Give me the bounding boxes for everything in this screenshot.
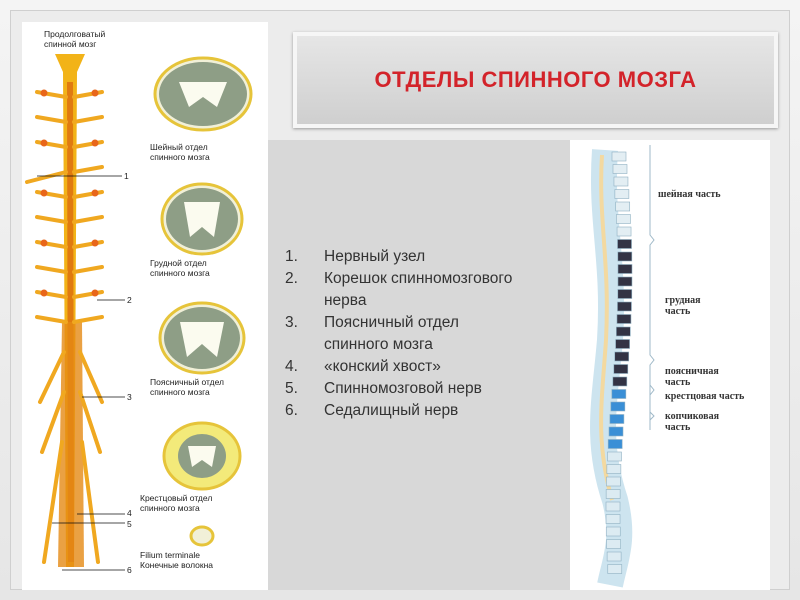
label-sacral: Крестцовый отдел спинного мозга — [140, 493, 213, 513]
label-lumbar: Поясничный отдел спинного мозга — [150, 377, 224, 397]
vertebra — [611, 402, 625, 411]
slide-title: ОТДЕЛЫ СПИННОГО МОЗГА — [374, 67, 697, 92]
marker-3: 3 — [127, 392, 132, 402]
vertebra — [616, 327, 630, 336]
marker-2: 2 — [127, 295, 132, 305]
vertebral-column-illustration — [570, 140, 770, 590]
vertebra — [606, 527, 620, 536]
label-sacral-part: крестцовая часть — [665, 391, 745, 402]
vertebra — [614, 177, 628, 186]
vertebra — [618, 265, 632, 274]
vertebra — [616, 340, 630, 349]
list-item: 5. Спинномозговой нерв — [285, 380, 482, 397]
vertebra — [606, 502, 620, 511]
label-thoracic: Грудной отдел спинного мозга — [150, 258, 210, 278]
vertebra — [617, 315, 631, 324]
vertebra — [607, 552, 621, 561]
label-medulla: Продолговатый спинной мозг — [44, 29, 106, 49]
marker-6: 6 — [127, 565, 132, 575]
list-item: 3. Поясничный отдел спинного мозга — [285, 314, 459, 353]
vertebra — [606, 490, 620, 499]
list-item: 6. Седалищный нерв — [285, 402, 459, 419]
label-lumbar-part: поясничная часть — [665, 366, 719, 388]
label-filum: Filium terminale Конечные волокна — [140, 550, 214, 570]
label-coccygeal-part: копчиковая часть — [665, 411, 719, 433]
vertebra — [613, 377, 627, 386]
vertebra — [618, 252, 632, 261]
vertebra — [608, 565, 622, 574]
vertebra — [617, 302, 631, 311]
vertebra — [615, 352, 629, 361]
vertebra — [617, 227, 631, 236]
label-cervical: Шейный отдел спинного мозга — [150, 142, 210, 162]
vertebra — [616, 215, 630, 224]
vertebra — [618, 290, 632, 299]
list-item: 1. Нервный узел — [285, 248, 426, 265]
vertebra — [618, 240, 632, 249]
vertebra — [608, 440, 622, 449]
title-box — [293, 32, 778, 128]
marker-5: 5 — [127, 519, 132, 529]
vertebra — [609, 427, 623, 436]
list-item: 4. «конский хвост» — [285, 358, 441, 375]
label-thoracic-part: грудная часть — [665, 295, 701, 317]
vertebra — [606, 477, 620, 486]
vertebra — [615, 190, 629, 199]
vertebra — [612, 152, 626, 161]
label-cervical-part: шейная часть — [658, 189, 721, 200]
vertebra — [614, 365, 628, 374]
vertebra — [606, 515, 620, 524]
marker-1: 1 — [124, 171, 129, 181]
legend-list — [285, 246, 554, 422]
vertebra — [607, 465, 621, 474]
vertebra — [607, 540, 621, 549]
vertebral-column-drawing — [570, 140, 770, 590]
vertebra — [610, 415, 624, 424]
list-item: 2. Корешок спинномозгового нерва — [285, 270, 513, 309]
vertebra — [607, 452, 621, 461]
vertebra — [616, 202, 630, 211]
marker-4: 4 — [127, 508, 132, 518]
vertebra — [613, 165, 627, 174]
vertebra — [612, 390, 626, 399]
vertebra — [618, 277, 632, 286]
spinal-cord-illustration — [22, 22, 268, 590]
